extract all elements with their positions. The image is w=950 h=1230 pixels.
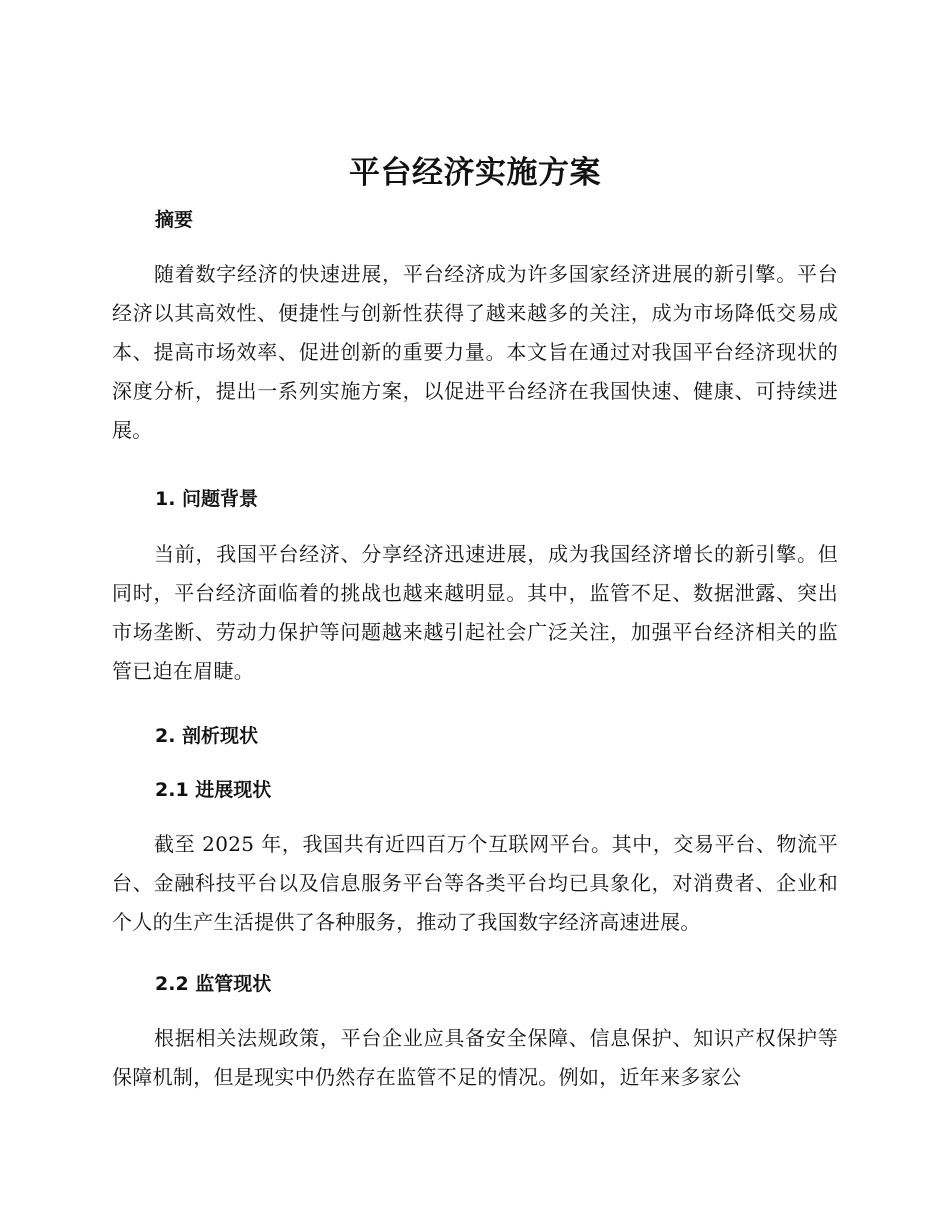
regulation-paragraph: 根据相关法规政策，平台企业应具备安全保障、信息保护、知识产权保护等保障机制，但是现实中仍然存在监管不足的情况。例如，近年来多家公 — [112, 1026, 838, 1089]
analysis-heading: 2. 剖析现状 — [155, 725, 259, 747]
abstract-heading: 摘要 — [155, 209, 194, 231]
background-paragraph: 当前，我国平台经济、分享经济迅速进展，成为我国经济增长的新引擎。但同时，平台经济面临着的挑战也越来越明显。其中，监管不足、数据泄露、突出市场垄断、劳动力保护等问题越来越引起社会广泛关注，加强平台经济相关的监管已迫在眉睫。 — [112, 542, 838, 683]
progress-paragraph: 截至 2025 年，我国共有近四百万个互联网平台。其中，交易平台、物流平台、金融科技平台以及信息服务平台等各类平台均已具象化，对消费者、企业和个人的生产生活提供了各种服务，推动了我国数字经济高速进展。 — [112, 832, 838, 934]
regulation-heading: 2.2 监管现状 — [155, 973, 272, 995]
progress-heading: 2.1 进展现状 — [155, 779, 272, 801]
abstract-paragraph: 随着数字经济的快速进展，平台经济成为许多国家经济进展的新引擎。平台经济以其高效性、便捷性与创新性获得了越来越多的关注，成为市场降低交易成本、提高市场效率、促进创新的重要力量。本文旨在通过对我国平台经济现状的深度分析，提出一系列实施方案，以促进平台经济在我国快速、健康、可持续进展。 — [112, 262, 838, 442]
background-heading: 1. 问题背景 — [155, 488, 259, 510]
document-title: 平台经济实施方案 — [349, 155, 601, 191]
